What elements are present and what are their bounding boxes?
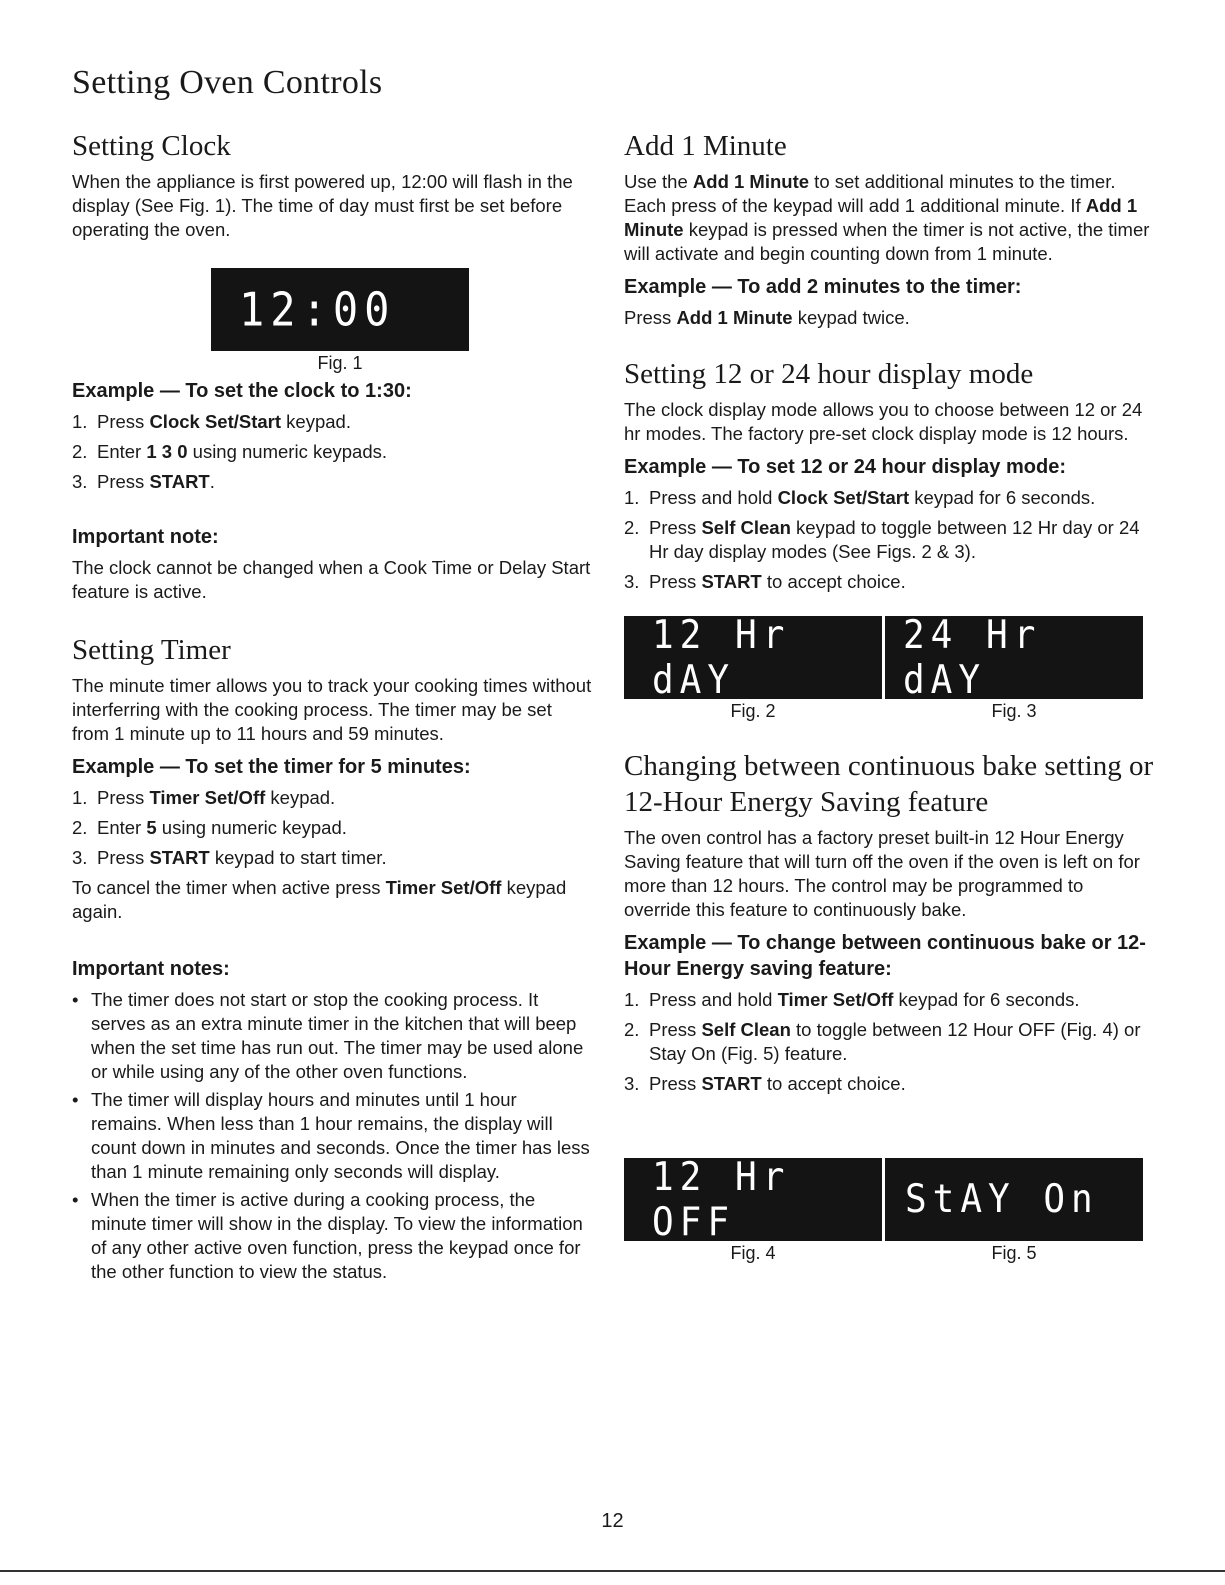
fig3-caption: Fig. 3 bbox=[991, 701, 1037, 721]
display-mode-example-heading: Example — To set 12 or 24 hour display mode: bbox=[624, 456, 1066, 478]
fig5-figure bbox=[885, 1158, 1143, 1264]
clock-steps bbox=[72, 410, 592, 494]
clock-note-body: The clock cannot be changed when a Cook Time or Delay Start feature is active. bbox=[72, 557, 591, 602]
timer-step: 3. Press START keypad to start timer. bbox=[72, 847, 387, 868]
page-number: 12 bbox=[601, 1510, 624, 1532]
energy-step: 3. Press START to accept choice. bbox=[624, 1073, 906, 1094]
fig4-display bbox=[624, 1154, 882, 1245]
timer-note-item: • The timer will display hours and minutes until 1 hour remains. When less than 1 hour remains, the display will count down in minutes and seconds. Once the timer has less than 1 minute remaining only seconds will display. bbox=[72, 1088, 592, 1184]
page-title: Setting Oven Controls bbox=[72, 64, 383, 101]
energy-step: 2. Press Self Clean to toggle between 12 Hour OFF (Fig. 4) or Stay On (Fig. 5) feature. bbox=[624, 1019, 1141, 1064]
clock-note-heading: Important note: bbox=[72, 526, 219, 548]
energy-example-heading: Example — To change between continuous bake or 12-Hour Energy saving feature: bbox=[624, 932, 1146, 980]
fig3-figure bbox=[885, 612, 1143, 722]
timer-cancel-text: To cancel the timer when active press Timer Set/Off keypad again. bbox=[72, 877, 567, 922]
fig4-caption: Fig. 4 bbox=[730, 1243, 776, 1263]
display-mode-step: 3. Press START to accept choice. bbox=[624, 571, 906, 592]
left-column bbox=[72, 128, 592, 1288]
timer-example-heading: Example — To set the timer for 5 minutes: bbox=[72, 756, 471, 778]
fig5-caption: Fig. 5 bbox=[991, 1243, 1037, 1263]
clock-step: 2. Enter 1 3 0 using numeric keypads. bbox=[72, 441, 388, 462]
timer-note-item: • When the timer is active during a cooking process, the minute timer will show in the display. To view the information of any other active oven function, press the keypad once for the other function to view the status. bbox=[72, 1188, 592, 1284]
energy-steps bbox=[624, 988, 1154, 1096]
display-mode-step: 1. Press and hold Clock Set/Start keypad for 6 seconds. bbox=[624, 487, 1096, 508]
timer-notes-heading: Important notes: bbox=[72, 958, 230, 980]
setting-timer-section bbox=[72, 632, 592, 1284]
fig5-display bbox=[885, 1158, 1143, 1241]
fig2-caption: Fig. 2 bbox=[730, 701, 776, 721]
fig4-figure bbox=[624, 1154, 882, 1264]
add-minute-instruction: Press Add 1 Minute keypad twice. bbox=[624, 307, 910, 328]
fig1-display bbox=[211, 268, 469, 351]
fig2-display bbox=[624, 612, 882, 703]
clock-step: 1. Press Clock Set/Start keypad. bbox=[72, 411, 351, 432]
fig2-fig3-row bbox=[624, 612, 1154, 722]
add-minute-example-heading: Example — To add 2 minutes to the timer: bbox=[624, 276, 1022, 298]
fig2-figure bbox=[624, 612, 882, 722]
setting-clock-heading: Setting Clock bbox=[72, 130, 231, 162]
add-minute-heading: Add 1 Minute bbox=[624, 130, 787, 162]
setting-clock-section bbox=[72, 128, 592, 604]
right-column bbox=[624, 128, 1154, 1264]
timer-notes-list bbox=[72, 988, 592, 1284]
energy-saving-section bbox=[624, 748, 1154, 1264]
display-mode-body: The clock display mode allows you to choose between 12 or 24 hr modes. The factory pre-set clock display mode is 12 hours. bbox=[624, 399, 1143, 444]
timer-note-item: • The timer does not start or stop the cooking process. It serves as an extra minute timer in the kitchen that will beep when the set time has run out. The timer may be used alone or while using any of the other oven functions. bbox=[72, 988, 592, 1084]
timer-steps bbox=[72, 786, 592, 870]
energy-step: 1. Press and hold Timer Set/Off keypad for 6 seconds. bbox=[624, 989, 1080, 1010]
fig3-display bbox=[885, 612, 1143, 703]
bottom-divider bbox=[0, 1570, 1225, 1572]
energy-saving-heading: Changing between continuous bake setting or 12-Hour Energy Saving feature bbox=[624, 750, 1154, 818]
setting-clock-body: When the appliance is first powered up, 12:00 will flash in the display (See Fig. 1). The time of day must first be set before operating the oven. bbox=[72, 171, 573, 240]
fig1-figure bbox=[211, 268, 469, 374]
fig4-display-text: 12 Hr OFF bbox=[652, 1154, 791, 1245]
timer-step: 1. Press Timer Set/Off keypad. bbox=[72, 787, 336, 808]
energy-saving-body: The oven control has a factory preset built-in 12 Hour Energy Saving feature that will turn off the oven if the oven is left on for more than 12 hours. The control may be programmed to override this feature to continuously bake. bbox=[624, 827, 1140, 920]
fig3-display-text: 24 Hr dAY bbox=[903, 612, 1042, 703]
display-mode-section bbox=[624, 356, 1154, 722]
fig4-fig5-row bbox=[624, 1154, 1154, 1264]
setting-timer-heading: Setting Timer bbox=[72, 634, 231, 666]
display-mode-steps bbox=[624, 486, 1154, 594]
fig1-caption: Fig. 1 bbox=[317, 353, 363, 373]
display-mode-step: 2. Press Self Clean keypad to toggle between 12 Hr day or 24 Hr day display modes (See Figs. 2 & 3). bbox=[624, 517, 1140, 562]
add-minute-body: Use the Add 1 Minute to set additional minutes to the timer. Each press of the keypad will add 1 additional minute. If Add 1 Minute keypad is pressed when the timer is not active, the timer will activate and begin counting down from 1 minute. bbox=[624, 171, 1150, 264]
fig2-display-text: 12 Hr dAY bbox=[652, 612, 791, 703]
add-minute-section bbox=[624, 128, 1154, 330]
timer-step: 2. Enter 5 using numeric keypad. bbox=[72, 817, 347, 838]
clock-example-heading: Example — To set the clock to 1:30: bbox=[72, 380, 412, 402]
setting-timer-body: The minute timer allows you to track your cooking times without interferring with the cooking process. The timer may be set from 1 minute up to 11 hours and 59 minutes. bbox=[72, 675, 592, 744]
fig5-display-text: StAY On bbox=[905, 1176, 1099, 1223]
display-mode-heading: Setting 12 or 24 hour display mode bbox=[624, 358, 1034, 390]
clock-step: 3. Press START. bbox=[72, 471, 215, 492]
fig1-display-text: 12:00 bbox=[239, 282, 396, 337]
